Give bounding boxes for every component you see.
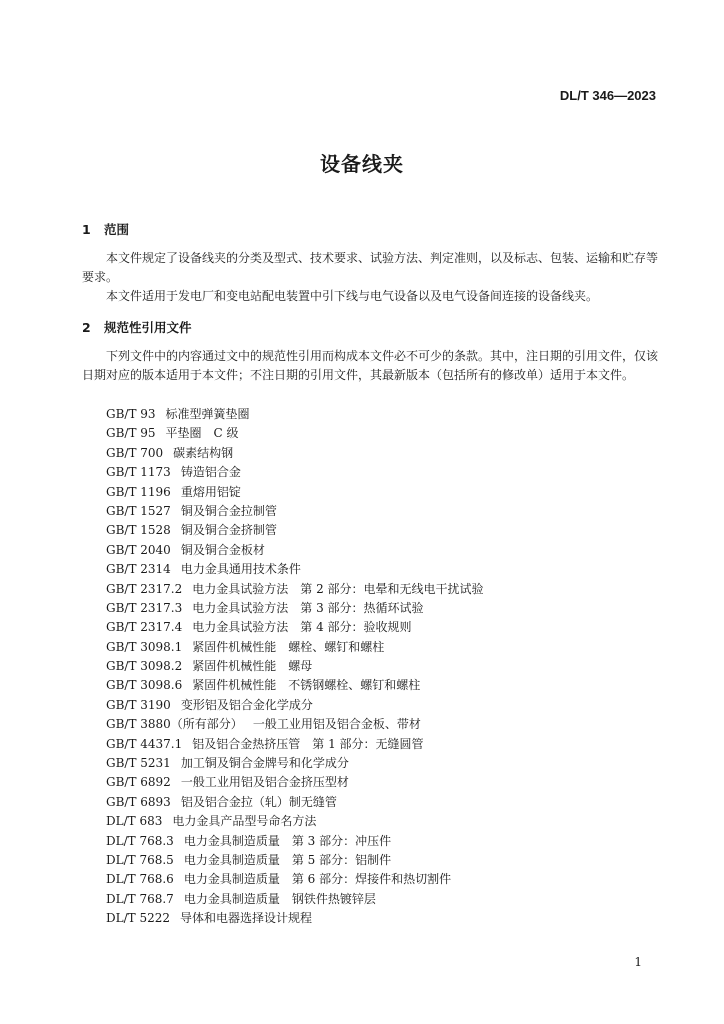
reference-title: 紧固件机械性能 不锈钢螺栓、螺钉和螺柱 bbox=[192, 678, 421, 693]
section-heading bbox=[82, 318, 658, 336]
reference-item bbox=[106, 521, 658, 540]
scope-body bbox=[82, 249, 658, 306]
reference-title: 重熔用铝锭 bbox=[180, 484, 241, 499]
reference-title: 一般工业用铝及铝合金挤压型材 bbox=[180, 775, 349, 790]
reference-code: GB/T 3098.6 bbox=[106, 678, 183, 693]
reference-item bbox=[106, 483, 658, 502]
reference-title: 平垫圈 C 级 bbox=[165, 426, 239, 441]
reference-title: 电力金具试验方法 第 3 部分：热循环试验 bbox=[192, 600, 424, 615]
reference-list-container bbox=[82, 405, 658, 929]
section-heading bbox=[82, 220, 658, 238]
reference-code: GB/T 4437.1 bbox=[106, 736, 183, 751]
reference-title: 铝及铝合金热挤压管 第 1 部分：无缝圆管 bbox=[192, 736, 424, 751]
reference-title: 电力金具制造质量 第 6 部分：焊接件和热切割件 bbox=[183, 872, 452, 887]
reference-title: 电力金具制造质量 第 5 部分：铝制件 bbox=[183, 852, 392, 867]
reference-item bbox=[106, 405, 658, 424]
document-title: 设备线夹 bbox=[320, 152, 404, 176]
reference-code: GB/T 93 bbox=[106, 407, 156, 421]
reference-item bbox=[106, 676, 658, 695]
reference-item bbox=[106, 909, 658, 928]
reference-title: 铸造铝合金 bbox=[180, 465, 241, 480]
reference-item bbox=[106, 773, 658, 792]
reference-title: 电力金具产品型号命名方法 bbox=[172, 814, 317, 829]
reference-item bbox=[106, 444, 658, 463]
reference-item bbox=[106, 424, 658, 443]
reference-code: DL/T 768.3 bbox=[106, 833, 174, 848]
paragraph: 本文件规定了设备线夹的分类及型式、技术要求、试验方法、判定准则，以及标志、包装、运输和贮存等要求。 bbox=[82, 251, 659, 284]
reference-code: GB/T 3098.2 bbox=[106, 659, 183, 674]
reference-title: 铜及铜合金板材 bbox=[180, 542, 265, 557]
reference-code: GB/T 1196 bbox=[106, 484, 171, 499]
reference-title: 铝及铝合金拉（轧）制无缝管 bbox=[180, 794, 337, 809]
reference-item bbox=[106, 541, 658, 560]
reference-title: 标准型弹簧垫圈 bbox=[165, 407, 250, 421]
reference-item bbox=[106, 812, 658, 831]
reference-item bbox=[106, 463, 658, 482]
reference-code: DL/T 768.7 bbox=[106, 891, 174, 906]
reference-title: 变形铝及铝合金化学成分 bbox=[180, 697, 313, 712]
reference-code: GB/T 6893 bbox=[106, 794, 171, 809]
reference-title: 电力金具试验方法 第 2 部分：电晕和无线电干扰试验 bbox=[192, 581, 484, 596]
reference-code: GB/T 2314 bbox=[106, 562, 171, 577]
reference-code: GB/T 2317.2 bbox=[106, 581, 183, 596]
page-number: 1 bbox=[634, 955, 642, 969]
section-number: 1 bbox=[82, 222, 91, 237]
reference-title: 加工铜及铜合金牌号和化学成分 bbox=[180, 756, 349, 771]
reference-title: 导体和电器选择设计规程 bbox=[180, 911, 313, 926]
reference-item bbox=[106, 754, 658, 773]
section-normative-references bbox=[82, 318, 658, 336]
reference-item bbox=[106, 735, 658, 754]
reference-code: GB/T 3190 bbox=[106, 697, 171, 712]
reference-title: 紧固件机械性能 螺栓、螺钉和螺柱 bbox=[192, 639, 385, 654]
reference-code: GB/T 5231 bbox=[106, 756, 171, 771]
reference-code: GB/T 95 bbox=[106, 426, 156, 441]
standard-number: DL/T 346—2023 bbox=[559, 88, 656, 103]
reference-code: DL/T 683 bbox=[106, 814, 163, 829]
reference-item bbox=[106, 657, 658, 676]
reference-code: DL/T 768.6 bbox=[106, 872, 174, 887]
reference-item bbox=[106, 870, 658, 889]
reference-code: DL/T 768.5 bbox=[106, 852, 174, 867]
reference-code: GB/T 1173 bbox=[106, 465, 171, 480]
reference-title: 铜及铜合金挤制管 bbox=[180, 523, 277, 538]
reference-title: 碳素结构钢 bbox=[173, 445, 234, 460]
reference-item bbox=[106, 560, 658, 579]
reference-item bbox=[106, 618, 658, 637]
reference-code: DL/T 5222 bbox=[106, 911, 170, 926]
reference-code: GB/T 3098.1 bbox=[106, 639, 183, 654]
reference-code: GB/T 700 bbox=[106, 445, 164, 460]
section-title: 规范性引用文件 bbox=[104, 320, 192, 335]
reference-item bbox=[106, 715, 658, 734]
reference-item bbox=[106, 890, 658, 909]
reference-code: GB/T 6892 bbox=[106, 775, 171, 790]
reference-code: GB/T 1527 bbox=[106, 503, 171, 518]
reference-item bbox=[106, 851, 658, 870]
reference-title: 电力金具通用技术条件 bbox=[180, 562, 301, 577]
reference-item bbox=[106, 580, 658, 599]
reference-title: 电力金具制造质量 钢铁件热镀锌层 bbox=[183, 891, 376, 906]
paragraph: 本文件适用于发电厂和变电站配电装置中引下线与电气设备以及电气设备间连接的设备线夹。 bbox=[106, 289, 599, 303]
reference-item bbox=[106, 793, 658, 812]
reference-title: 电力金具试验方法 第 4 部分：验收规则 bbox=[192, 620, 412, 635]
reference-code: GB/T 1528 bbox=[106, 523, 171, 538]
reference-code: GB/T 2040 bbox=[106, 542, 171, 557]
reference-code: GB/T 3880（所有部分） bbox=[106, 717, 243, 732]
paragraph: 下列文件中的内容通过文中的规范性引用而构成本文件必不可少的条款。其中，注日期的引用文件，仅该日期对应的版本适用于本文件；不注日期的引用文件，其最新版本（包括所有的修改单）适用于本文件。 bbox=[82, 349, 659, 382]
reference-code: GB/T 2317.4 bbox=[106, 620, 183, 635]
section-number: 2 bbox=[82, 320, 91, 335]
reference-item bbox=[106, 696, 658, 715]
reference-item bbox=[106, 599, 658, 618]
reference-list bbox=[82, 405, 658, 929]
reference-item bbox=[106, 502, 658, 521]
reference-title: 紧固件机械性能 螺母 bbox=[192, 659, 313, 674]
section-scope bbox=[82, 220, 658, 238]
reference-item bbox=[106, 638, 658, 657]
reference-title: 一般工业用铝及铝合金板、带材 bbox=[252, 717, 421, 732]
reference-title: 铜及铜合金拉制管 bbox=[180, 503, 277, 518]
reference-code: GB/T 2317.3 bbox=[106, 600, 183, 615]
section-title: 范围 bbox=[104, 222, 130, 237]
references-intro bbox=[82, 347, 658, 385]
reference-title: 电力金具制造质量 第 3 部分：冲压件 bbox=[183, 833, 392, 848]
reference-item bbox=[106, 832, 658, 851]
